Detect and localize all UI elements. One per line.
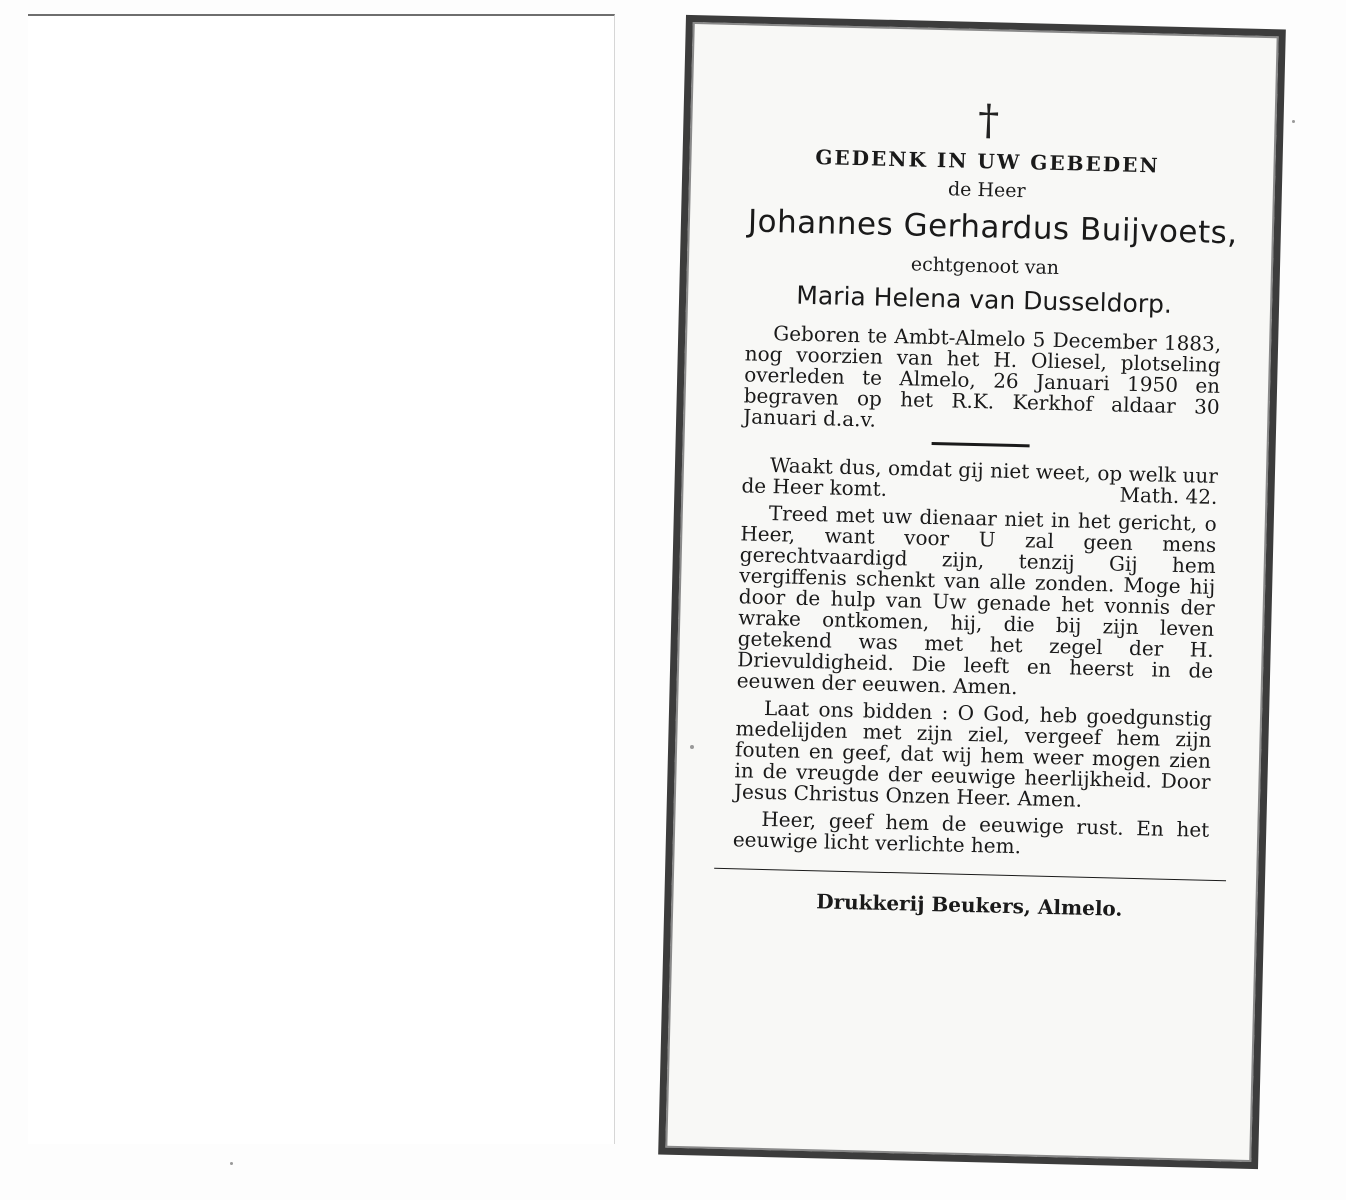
blank-left-page [28, 14, 615, 1144]
scan-speck [230, 1162, 233, 1165]
cross-icon: † [977, 95, 1000, 145]
printer-credit: Drukkerij Beukers, Almelo. [815, 889, 1123, 921]
memorial-card-text [731, 93, 1239, 922]
honorific: de Heer [947, 178, 1026, 203]
spouse-name: Maria Helena van Dusseldorp. [796, 280, 1173, 319]
prayer-2: Laat ons bidden : O God, heb goedgunstig medelijden met zijn ziel, vergeef hem zijn fouten en geef, dat wij hem weer mogen zien in de vreugde der eeuwige heerlijkheid. Door Jesus Christus Onzen Heer. Amen. [733, 695, 1213, 812]
verse-reference: Math. 42. [1119, 482, 1218, 509]
card-heading: GEDENK IN UW GEBEDEN [815, 145, 1160, 178]
divider-long [714, 868, 1226, 882]
prayer-3: Heer, geef hem de eeuwige rust. En het eeuwige licht verlichte hem. [732, 806, 1210, 859]
divider-short [932, 442, 1030, 447]
scan-speck [1292, 120, 1295, 123]
spouse-label: echtgenoot van [910, 253, 1060, 280]
biography: Geboren te Ambt-Almelo 5 December 1883, nog voorzien van het H. Oliesel, plotseling overleden te Almelo, 26 Januari 1950 en begraven op het R.K. Kerkhof aldaar 30 Januari d.a.v. [742, 321, 1222, 432]
memorial-card [658, 15, 1286, 1169]
bible-verse [741, 454, 1218, 508]
verse-text: Waakt dus, omdat gij niet weet, op welk uur de Heer komt. [741, 453, 1219, 501]
prayer-1: Treed met uw dienaar niet in het gericht, o Heer, want voor U zal geen mens gerechtvaardigd zijn, tenzij Gij hem vergiffenis schenkt van alle zonden. Moge hij door de hulp van Uw genade het vonnis der wrake ontkomen, hij, die bij zijn leven getekend was met het zegel der H. Drievuldigheid. Die leeft en heerst in de eeuwen der eeuwen. Amen. [736, 501, 1218, 700]
deceased-name: Johannes Gerhardus Buijvoets, [747, 203, 1239, 252]
scan-speck [690, 745, 694, 749]
